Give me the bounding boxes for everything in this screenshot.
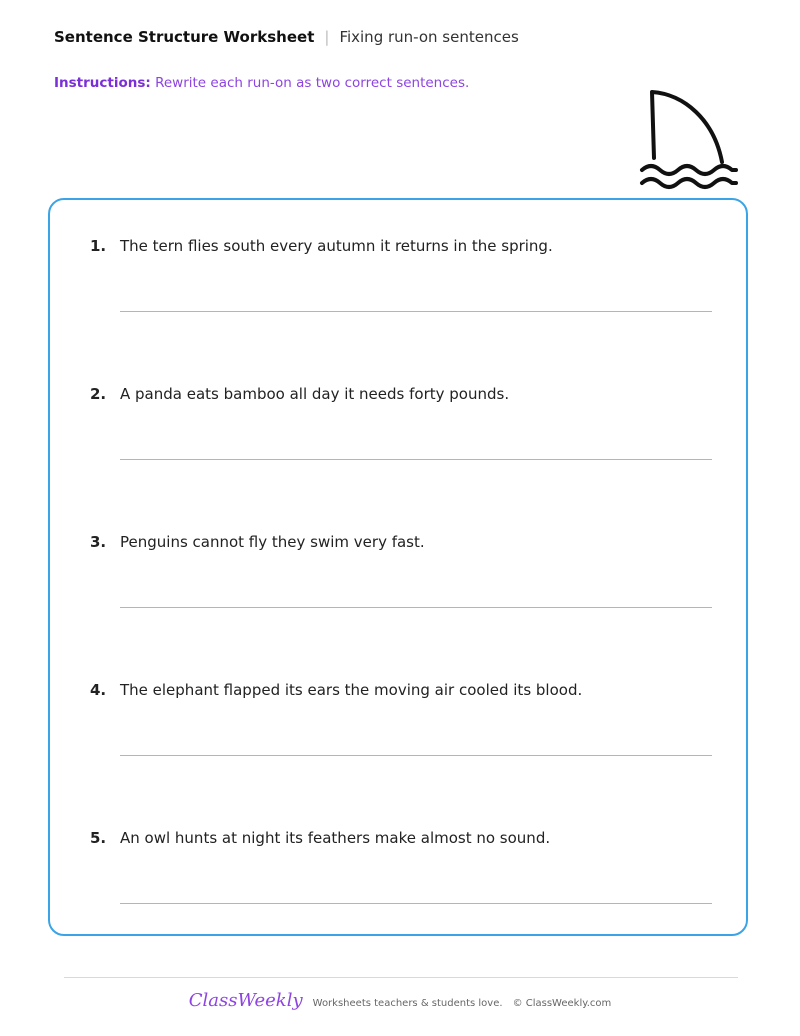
question-number: 5. <box>90 829 107 847</box>
shark-fin-icon <box>636 86 740 192</box>
worksheet-title: Sentence Structure Worksheet <box>54 28 315 46</box>
footer-copyright: © ClassWeekly.com <box>512 998 612 1009</box>
answer-line[interactable] <box>120 903 712 904</box>
header-separator: | <box>324 28 330 46</box>
question-text: Penguins cannot fly they swim very fast. <box>120 533 425 551</box>
question-text: A panda eats bamboo all day it needs forty pounds. <box>120 385 510 403</box>
answer-line[interactable] <box>120 311 712 312</box>
instructions-label: Instructions: <box>54 75 151 91</box>
instructions <box>54 75 469 91</box>
answer-line[interactable] <box>120 459 712 460</box>
question-number: 3. <box>90 533 107 551</box>
question-text: The elephant flapped its ears the moving air cooled its blood. <box>120 681 583 699</box>
instructions-text: Rewrite each run-on as two correct sentences. <box>155 75 470 91</box>
footer-divider <box>64 977 738 978</box>
answer-line[interactable] <box>120 607 712 608</box>
brand-logo: ClassWeekly <box>188 990 303 1011</box>
worksheet-header <box>54 27 519 47</box>
questions-box <box>48 198 748 936</box>
answer-line[interactable] <box>120 755 712 756</box>
question-text: The tern flies south every autumn it returns in the spring. <box>120 237 553 255</box>
question-text: An owl hunts at night its feathers make almost no sound. <box>120 829 551 847</box>
question-number: 1. <box>90 237 107 255</box>
footer <box>0 990 800 1011</box>
worksheet-subtitle: Fixing run-on sentences <box>339 28 519 46</box>
question-number: 4. <box>90 681 107 699</box>
question-number: 2. <box>90 385 107 403</box>
footer-tagline: Worksheets teachers & students love. <box>312 998 503 1009</box>
